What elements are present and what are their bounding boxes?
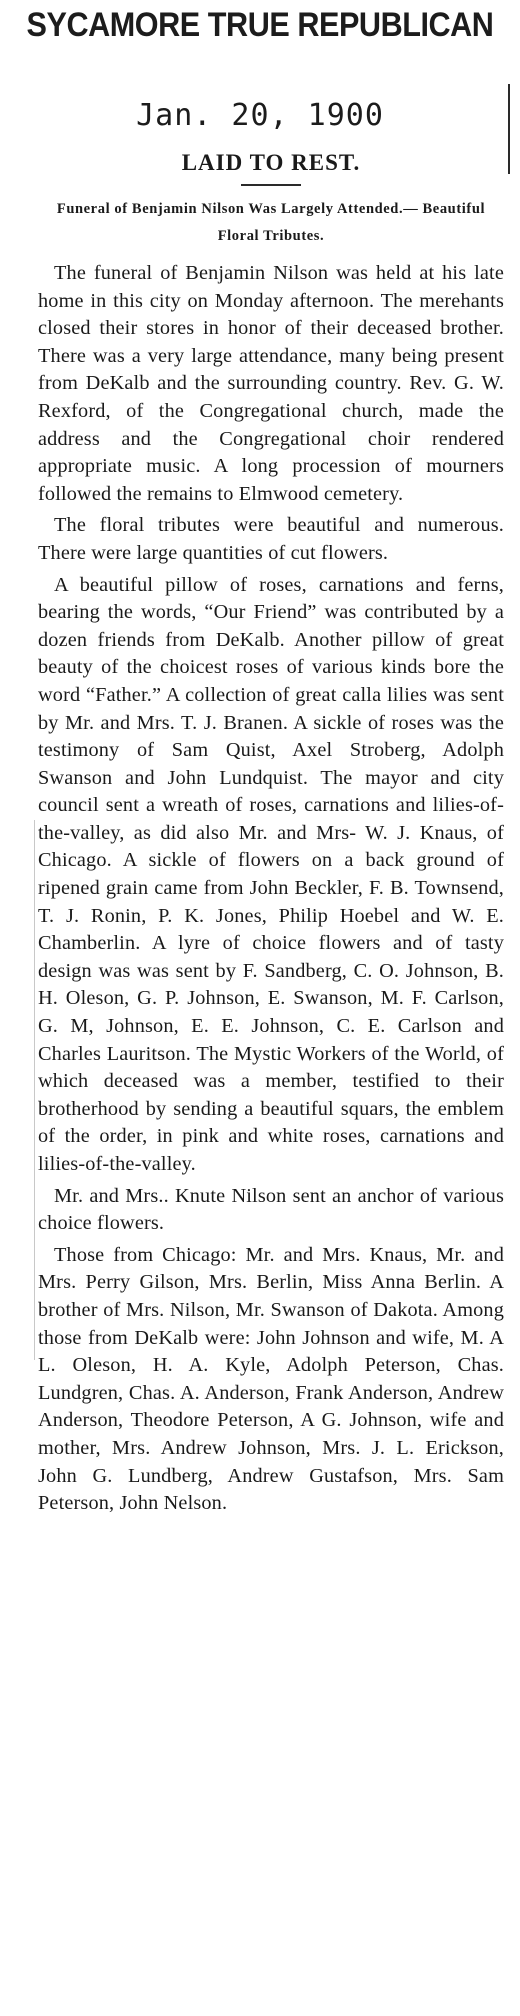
article-body — [38, 260, 504, 1518]
article-paragraph: Mr. and Mrs.. Knute Nilson sent an anchor of various choice flowers. — [38, 1184, 504, 1235]
article-paragraph: Those from Chicago: Mr. and Mrs. Knaus, Mr. and Mrs. Perry Gilson, Mrs. Berlin, Miss Anna Berlin. A brother of Mrs. Nilson, Mr. Swanson of Dakota. Among those from DeKalb were: John Johnson and wife, M. A L. Oleson, H. A. Kyle, Adolph Peterson, Chas. Lundgren, Chas. A. Anderson, Frank Anderson, Andrew Anderson, Theodore Peterson, A G. Johnson, wife and mother, Mrs. Andrew Johnson, Mrs. J. L. Erickson, John G. Lundberg, Andrew Gustafson, Mrs. Sam Peterson, John Nelson. — [38, 1243, 504, 1515]
article-paragraph: A beautiful pillow of roses, carnations and ferns, bearing the words, “Our Friend” was contributed by a dozen friends from DeKalb. Another pillow of great beauty of the choicest roses of various kinds bore the word “Father.” A collection of great calla lilies was sent by Mr. and Mrs. T. J. Branen. A sickle of roses was the testimony of Sam Quist, Axel Stroberg, Adolph Swanson and John Lundquist. The mayor and city council sent a wreath of roses, carnations and lilies-of-the-valley, as did also Mr. and Mrs- W. J. Knaus, of Chicago. A sickle of flowers on a back ground of ripened grain came from John Beckler, F. B. Townsend, T. J. Ronin, P. K. Jones, Philip Hoebel and W. E. Chamberlin. A lyre of choice flowers and of tasty design was was sent by F. Sandberg, C. O. Johnson, B. H. Oleson, G. P. Johnson, E. Swanson, M. F. Carlson, G. M, Johnson, E. E. Johnson, C. E. Carlson and Charles Lauritson. The Mystic Workers of the World, of which deceased was a member, testified to their brotherhood by sending a beautiful squars, the emblem of the order, in pink and white roses, carnations and lilies-of-the-valley. — [38, 573, 504, 1175]
column-edge-rule — [508, 84, 510, 174]
headline-rule — [241, 184, 301, 186]
publication-date: Jan. 20, 1900 — [136, 98, 384, 133]
article-headline: LAID TO REST. — [181, 150, 361, 175]
column-divider — [34, 820, 35, 1360]
article-paragraph: The funeral of Benjamin Nilson was held at his late home in this city on Monday afternoon. The merehants closed their stores in honor of their deceased brother. There was a very large attendance, many being present from DeKalb and the surrounding country. Rev. G. W. Rexford, of the Congregational church, made the address and the Congregational choir rendered appropriate music. A long procession of mourners followed the remains to Elmwood cemetery. — [38, 262, 504, 505]
article-subhead: Funeral of Benjamin Nilson Was Largely Attended.— Beautiful Floral Tributes. — [56, 201, 486, 244]
masthead: SYCAMORE TRUE REPUBLICAN — [26, 6, 494, 44]
article-column — [38, 150, 504, 1522]
article-paragraph: The floral tributes were beautiful and numerous. There were large quantities of cut flowers. — [38, 514, 504, 564]
